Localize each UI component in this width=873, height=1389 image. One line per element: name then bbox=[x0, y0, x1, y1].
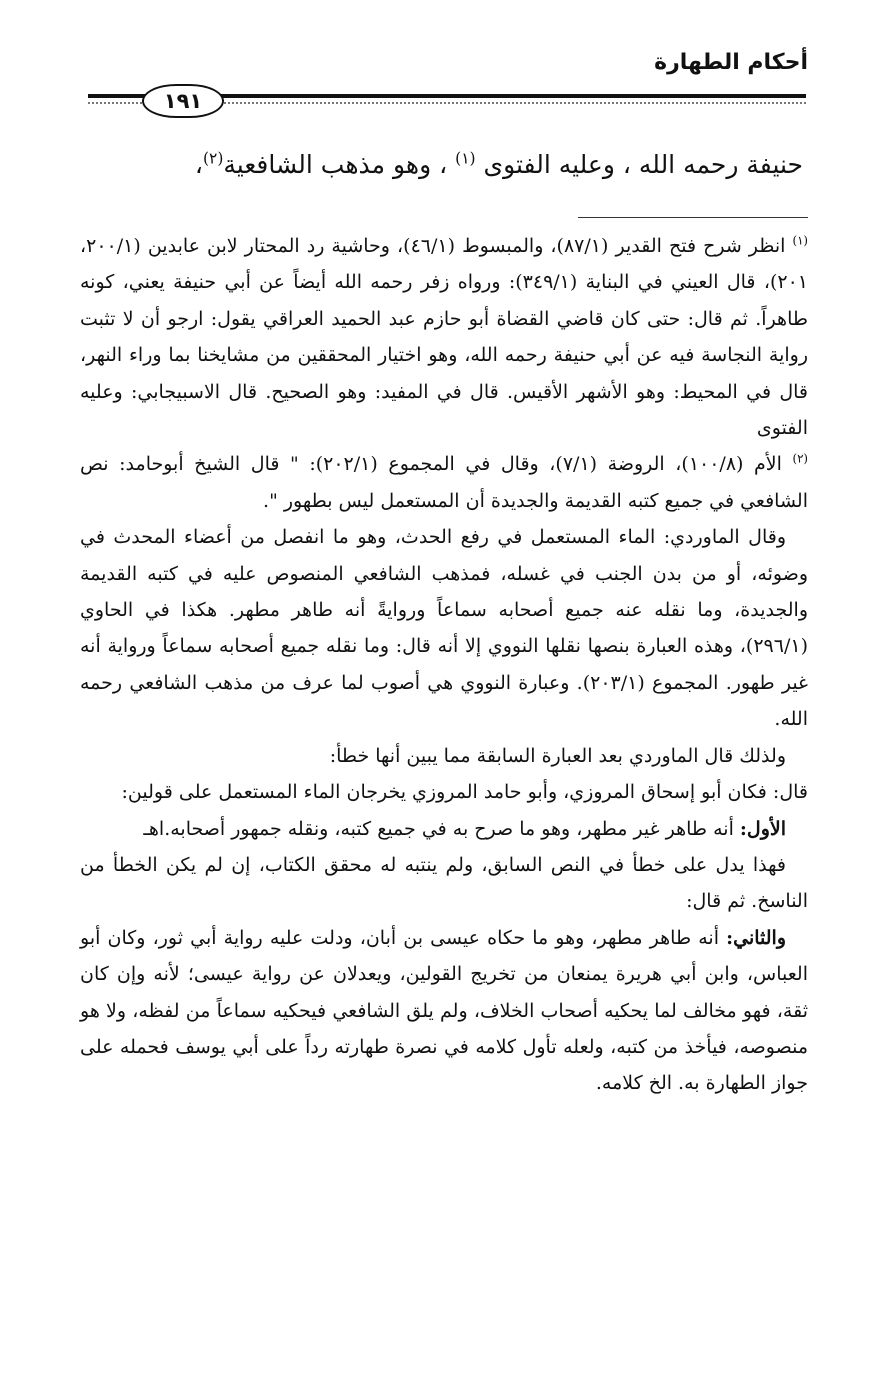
first-view-text: أنه طاهر غير مطهر، وهو ما صرح به في جميع كتبه، ونقله جمهور أصحابه.اهـ bbox=[143, 817, 740, 840]
footnote-1 bbox=[80, 228, 808, 446]
paragraph-qala: قال: فكان أبو إسحاق المروزي، وأبو حامد المروزي يخرجان الماء المستعمل على قولين: bbox=[121, 781, 808, 804]
main-text-segment: ، وهو مذهب الشافعية bbox=[223, 150, 456, 179]
footnote-2-mark: (٢) bbox=[792, 452, 808, 467]
paragraph-mawardi: وقال الماوردي: الماء المستعمل في رفع الحدث، وهو ما انفصل من أعضاء المحدث في وضوئه، أو من بدن الجنب في غسله، فمذهب الشافعي المنصوص عليه في كتبه القديمة والجديدة، وما نقله عنه جميع أصحابه سماعاً وروايةً أنه طاهر مطهر. هكذا في الحاوي (٢٩٦/١)، وهذه العبارة بنصها نقلها النووي إلا أنه قال: وما نقله جميع أصحابه سماعاً ورواية أنه غير طهور. المجموع (٢٠٣/١). وعبارة النووي هي أصوب لما عرف من مذهب الشافعي رحمه الله. bbox=[80, 526, 808, 731]
paragraph-first-view bbox=[80, 811, 808, 847]
footnote-ref-2[interactable]: (٢) bbox=[202, 149, 224, 168]
second-view-text: أنه طاهر مطهر، وهو ما حكاه عيسى بن أبان، ودلت عليه رواية أبي ثور، وكان أبو العباس، وابن أبي هريرة يمنعان من تخريج القولين، ويعدلان عن رواية عيسى؛ لأنه وإن كان ثقة، فهو مخالف لما يحكيه أصحاب الخلاف، ولم يلق الشافعي فيحكيه سماعاً من لفظه، ولا هو منصوصه، فيأخذ من كتبه، ولعله تأول كلامه في نصرة طهارته رداً على أبي يوسف فحمله على جواز الطهارة به. الخ كلامه. bbox=[80, 926, 808, 1095]
footnote-separator bbox=[578, 217, 808, 218]
first-view-label: الأول: bbox=[739, 817, 786, 840]
running-title: أحكام الطهارة bbox=[654, 50, 808, 75]
footnote-1-mark: (١) bbox=[792, 233, 808, 248]
main-text-segment: حنيفة رحمه الله ، وعليه الفتوى bbox=[475, 150, 803, 179]
paragraph-second-view bbox=[80, 920, 808, 1102]
footnotes-area bbox=[80, 228, 808, 1102]
footnote-2-text: الأم (١٠٠/٨)، الروضة (٧/١)، وقال في المجموع (٢٠٢/١): " قال الشيخ أبوحامد: نص الشافعي في جميع كتبه القديمة والجديدة أن المستعمل ليس بطهور ". bbox=[80, 453, 808, 512]
paragraph-fahadha: فهذا يدل على خطأ في النص السابق، ولم ينتبه له محقق الكتاب، إن لم يكن الخطأ من الناسخ. ثم قال: bbox=[80, 853, 808, 913]
footnote-1-text: انظر شرح فتح القدير (٨٧/١)، والمبسوط (٤٦/١)، وحاشية رد المحتار لابن عابدين (٢٠٠/١، ٢٠١)، قال العيني في البناية (٣٤٩/١): ورواه زفر رحمه الله أيضاً عن أبي حنيفة يعني، كونه طاهراً. ثم قال: حتى كان قاضي القضاة أبو حازم عبد الحميد العراقي يقول: ارجو أن لا تثبت رواية النجاسة فيه عن أبي حنيفة رحمه الله، وهو اختيار المحققين من مشايخنا بما وراء النهر، قال في المحيط: وهو الأشهر الأقيس. قال في المفيد: وهو الصحيح. قال الاسبيجابي: وعليه الفتوى bbox=[80, 235, 808, 440]
page-number: ١٩١ bbox=[142, 84, 224, 118]
main-text-line bbox=[70, 142, 803, 188]
footnote-2 bbox=[80, 446, 808, 519]
second-view-label: والثاني: bbox=[726, 926, 786, 949]
paragraph-lidhalik: ولذلك قال الماوردي بعد العبارة السابقة مما يبين أنها خطأ: bbox=[329, 744, 786, 767]
footnote-ref-1[interactable]: (١) bbox=[455, 149, 476, 168]
main-text-segment: ، bbox=[194, 150, 203, 179]
